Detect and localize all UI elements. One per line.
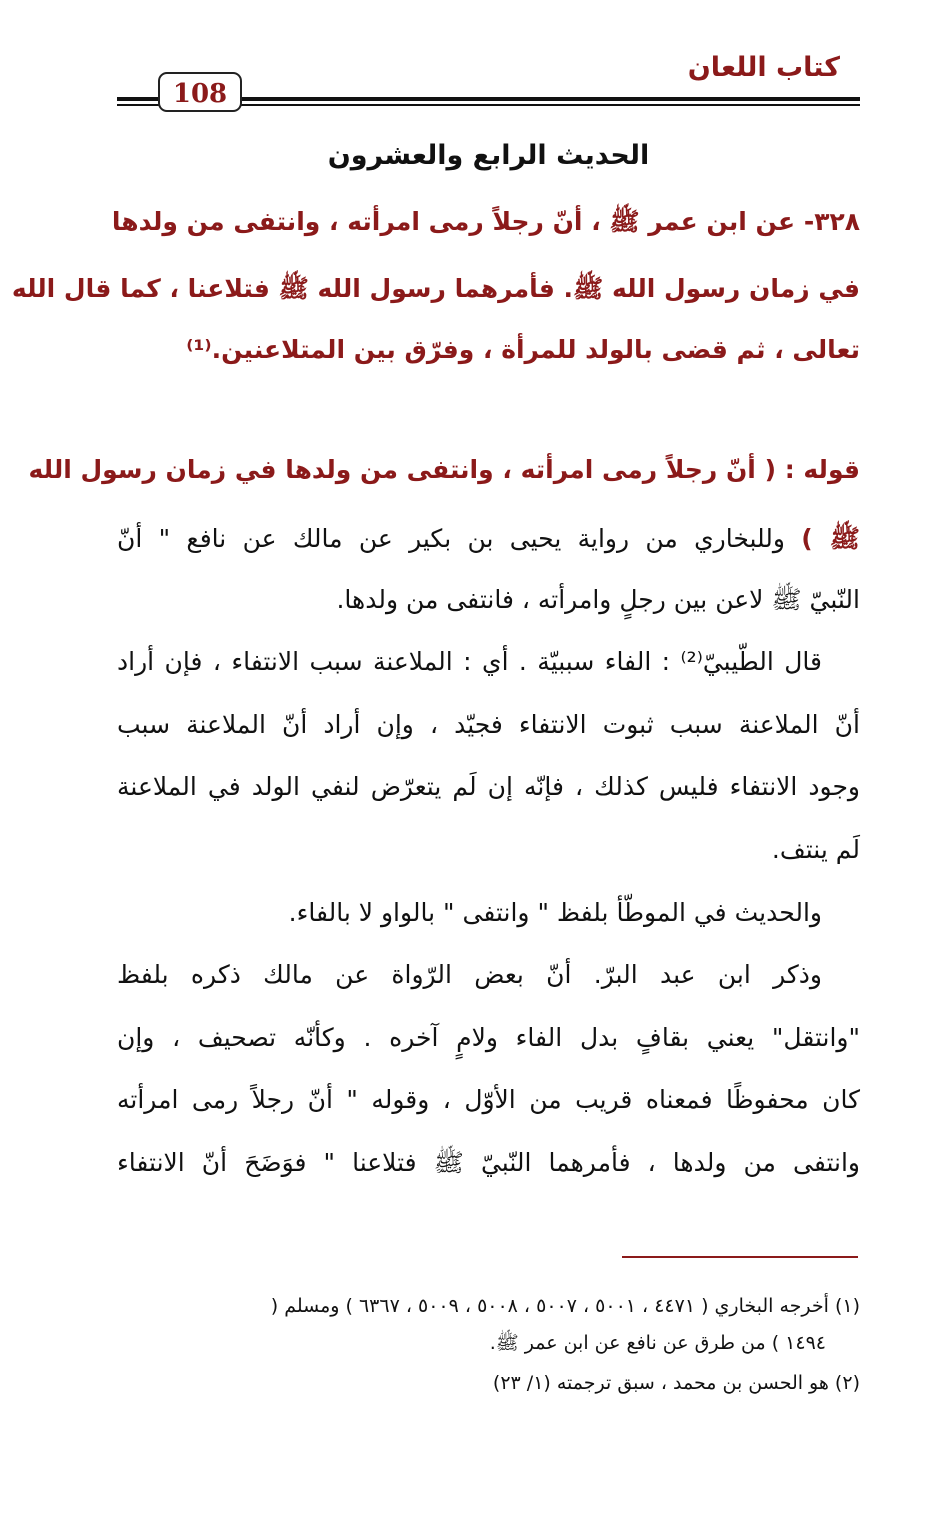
commentary-line-2-text: وللبخاري من رواية يحيى بن بكير عن مالك عن نافع " أنّ <box>117 524 802 553</box>
ibn-abd-albarr-line-3: كان محفوظًا فمعناه قريب من الأوّل ، وقوله " أنّ رجلاً رمى امرأته <box>117 1085 860 1114</box>
commentary-line-3: النّبيّ ﷺ لاعن بين رجلٍ وامرأته ، فانتفى من ولدها. <box>336 585 860 614</box>
footnote-separator <box>622 1256 858 1258</box>
page-number: 108 <box>158 72 242 112</box>
footnote-1-line-2: ١٤٩٤ ) من طرق عن نافع عن ابن عمر ﷺ. <box>489 1332 826 1354</box>
ibn-abd-albarr-line-4: وانتفى من ولدها ، فأمرهما النّبيّ ﷺ فتلاعنا " فوَضَحَ أنّ الانتفاء <box>117 1148 860 1177</box>
commentary-quote-line-1: قوله : ( أنّ رجلاً رمى امرأته ، وانتفى من ولدها في زمان رسول الله <box>28 455 860 484</box>
ibn-abd-albarr-line-2: "وانتقل" يعني بقافٍ بدل الفاء ولامٍ آخره . وكأنّه تصحيف ، وإن <box>117 1023 860 1052</box>
book-title: كتاب اللعان <box>687 52 840 83</box>
commentary-line-2 <box>117 517 860 561</box>
tibi-line-4: لَم ينتف. <box>771 835 860 864</box>
hadith-line-1: ٣٢٨- عن ابن عمر ﷺ ، أنّ رجلاً رمى امرأته ، وانتفى من ولدها <box>111 207 860 236</box>
tibi-line-3: وجود الانتفاء فليس كذلك ، فإنّه إن لَم يتعرّض لنفي الولد في الملاعنة <box>117 772 860 801</box>
hadith-line-3: تعالى ، ثم قضى بالولد للمرأة ، وفرّق بين المتلاعنين.⁽¹⁾ <box>186 335 860 364</box>
footnote-1-line-1: (١) أخرجه البخاري ( ٤٤٧١ ، ٥٠٠١ ، ٥٠٠٧ ، ٥٠٠٨ ، ٥٠٠٩ ، ٦٣٦٧ ) ومسلم ( <box>270 1295 860 1317</box>
tibi-line-2: أنّ الملاعنة سبب ثبوت الانتفاء فجيّد ، وإن أراد أنّ الملاعنة سبب <box>117 710 860 739</box>
footnote-2: (٢) هو الحسن بن محمد ، سبق ترجمته (١/ ٢٣) <box>492 1372 860 1394</box>
ibn-abd-albarr-line-1: وذكر ابن عبد البرّ. أنّ بعض الرّواة عن مالك ذكره بلفظ <box>117 960 822 989</box>
hadith-line-2: في زمان رسول الله ﷺ. فأمرهما رسول الله ﷺ فتلاعنا ، كما قال الله <box>11 274 860 303</box>
section-heading: الحديث الرابع والعشرون <box>327 140 650 171</box>
tibi-line-1: قال الطّيبيّ⁽²⁾ : الفاء سببيّة . أي : الملاعنة سبب الانتفاء ، فإن أراد <box>117 647 822 676</box>
commentary-quote-end: ﷺ ) <box>801 524 860 553</box>
muwatta-line: والحديث في الموطّأ بلفظ " وانتفى " بالواو لا بالفاء. <box>288 898 822 927</box>
